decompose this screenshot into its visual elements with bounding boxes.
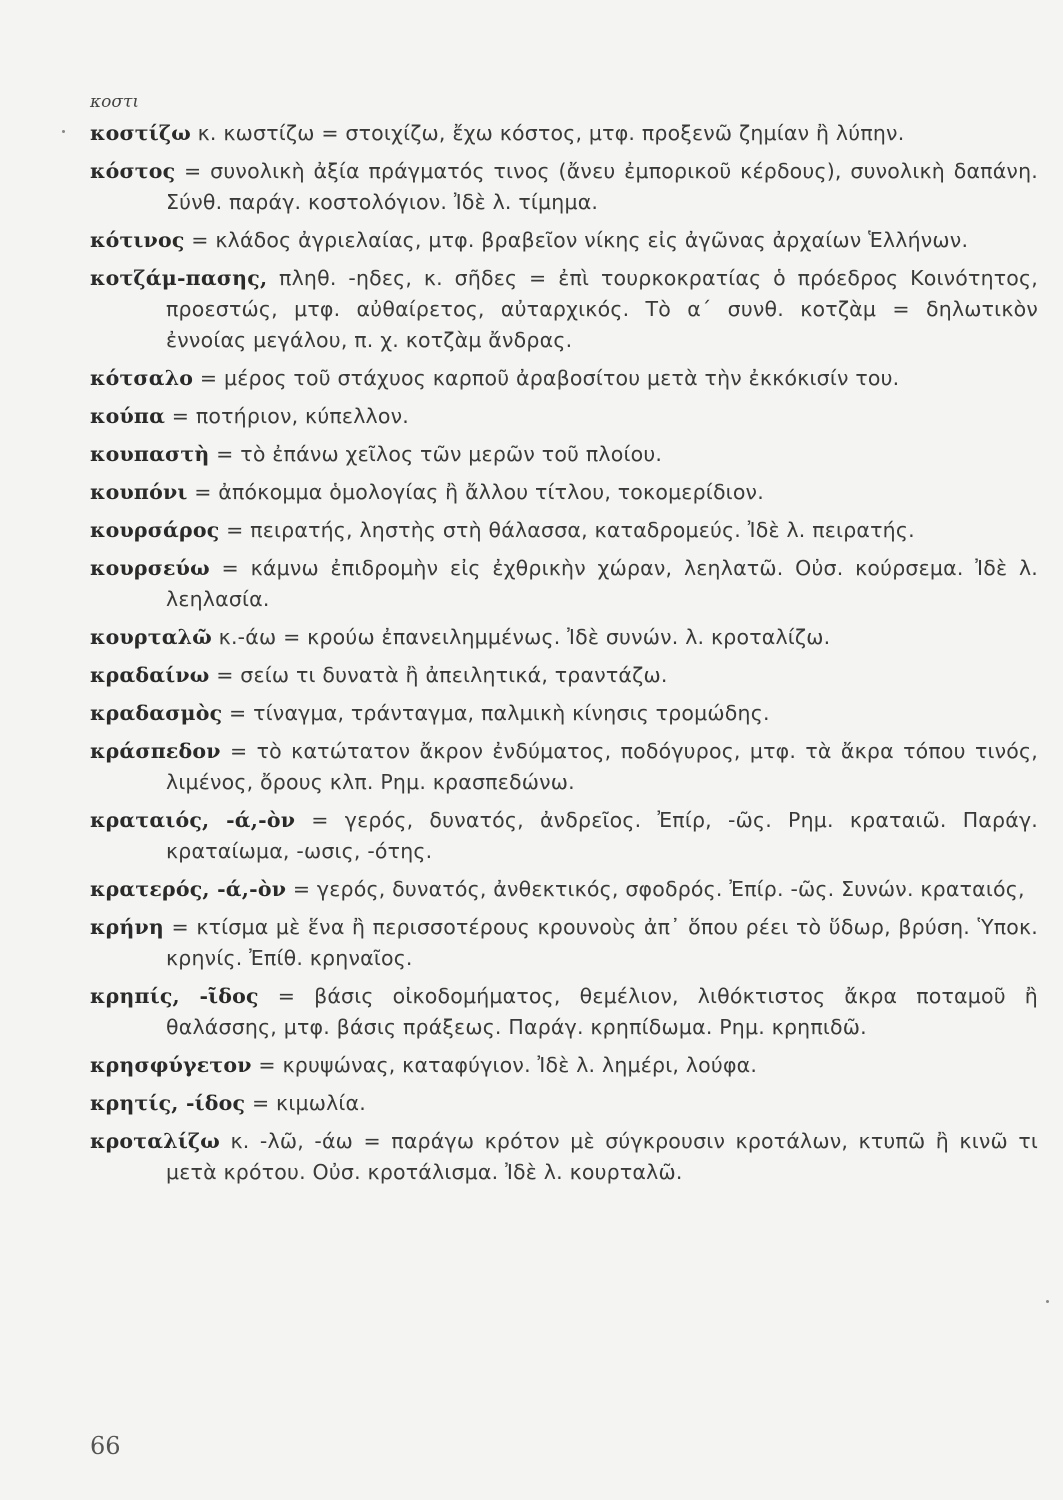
definition: = τίναγμα, τράνταγμα, παλμικὴ κίνησις τρομώδης. <box>222 701 770 725</box>
dictionary-entry <box>90 1050 1038 1081</box>
definition: = κάμνω ἐπιδρομὴν εἰς ἐχθρικὴν χώραν, λεηλατῶ. Οὐσ. κούρσεμα. Ἰδὲ λ. λεηλασία. <box>166 556 1038 611</box>
definition: κ.-άω = κρούω ἐπανειλημμένως. Ἰδὲ συνών. λ. κροταλίζω. <box>211 625 831 649</box>
dictionary-entry <box>90 263 1038 356</box>
definition: κ. κωστίζω = στοιχίζω, ἔχω κόστος, μτφ. προξενῶ ζημίαν ἢ λύπην. <box>190 121 905 145</box>
headword: κουπαστὴ <box>90 442 210 466</box>
definition: = τὸ ἐπάνω χεῖλος τῶν μερῶν τοῦ πλοίου. <box>209 442 663 466</box>
definition: = κιμωλία. <box>245 1091 366 1115</box>
dictionary-entry <box>90 660 1038 691</box>
headword: κράσπεδον <box>90 739 221 763</box>
page-number: 66 <box>90 1432 121 1460</box>
dictionary-entry <box>90 553 1038 615</box>
headword: κούπα <box>90 404 166 428</box>
definition: = ἀπόκομμα ὁμολογίας ἢ ἄλλου τίτλου, τοκομερίδιον. <box>187 480 764 504</box>
definition: = κλάδος ἀγριελαίας, μτφ. βραβεῖον νίκης εἰς ἀγῶνας ἀρχαίων Ἑλλήνων. <box>184 228 969 252</box>
headword: κόστος <box>90 159 176 183</box>
headword: κρησφύγετον <box>90 1053 252 1077</box>
definition: = σείω τι δυνατὰ ἢ ἀπειλητικά, τραντάζω. <box>209 663 668 687</box>
dictionary-entry <box>90 805 1038 867</box>
headword: κουρσάρος <box>90 518 220 542</box>
headword: κραδαίνω <box>90 663 210 687</box>
definition: = συνολικὴ ἀξία πράγματός τινος (ἄνευ ἐμπορικοῦ κέρδους), συνολικὴ δαπάνη. Σύνθ. παράγ. κοστολόγιον. Ἰδὲ λ. τίμημα. <box>166 159 1038 214</box>
dictionary-entry <box>90 981 1038 1043</box>
entry-list <box>90 118 1038 1195</box>
headword: κότσαλο <box>90 366 194 390</box>
headword: κουρταλῶ <box>90 625 212 649</box>
dictionary-entry <box>90 225 1038 256</box>
headword: κραταιός, -ά,-ὸν <box>90 808 296 832</box>
headword: κοστίζω <box>90 121 191 145</box>
dictionary-entry <box>90 1126 1038 1188</box>
dictionary-entry <box>90 439 1038 470</box>
definition: = τὸ κατώτατον ἄκρον ἐνδύματος, ποδόγυρος, μτφ. τὰ ἄκρα τόπου τινός, λιμένος, ὄρους κλπ. Ρημ. κρασπεδώνω. <box>166 739 1038 794</box>
dictionary-entry <box>90 736 1038 798</box>
dictionary-entry <box>90 118 1038 149</box>
dictionary-entry <box>90 698 1038 729</box>
headword: κρατερός, -ά,-ὸν <box>90 877 287 901</box>
dictionary-entry <box>90 515 1038 546</box>
definition: = μέρος τοῦ στάχυος καρποῦ ἀραβοσίτου μετὰ τὴν ἐκκόκισίν του. <box>193 366 900 390</box>
definition: = βάσις οἰκοδομήματος, θεμέλιον, λιθόκτιστος ἄκρα ποταμοῦ ἢ θαλάσσης, μτφ. βάσις πράξεως. Παράγ. κρηπίδωμα. Ρημ. κρηπιδῶ. <box>166 984 1038 1039</box>
headword: κραδασμὸς <box>90 701 223 725</box>
definition: = κτίσμα μὲ ἕνα ἢ περισσοτέρους κρουνοὺς ἀπ᾽ ὅπου ρέει τὸ ὕδωρ, βρύση. Ὑποκ. κρηνίς. Ἐπίθ. κρηναῖος. <box>164 915 1038 970</box>
print-speck <box>1046 1300 1049 1303</box>
headword: κοτζάμ-πασης, <box>90 266 268 290</box>
definition: = πειρατής, ληστὴς στὴ θάλασσα, καταδρομεύς. Ἰδὲ λ. πειρατής. <box>219 518 915 542</box>
headword: κουρσεύω <box>90 556 210 580</box>
dictionary-entry <box>90 401 1038 432</box>
headword: κότινος <box>90 228 185 252</box>
headword: κουπόνι <box>90 480 188 504</box>
headword: κρηπίς, -ῖδος <box>90 984 259 1008</box>
headword: κροταλίζω <box>90 1129 220 1153</box>
headword: κρητίς, -ίδος <box>90 1091 246 1115</box>
definition: = κρυψώνας, καταφύγιον. Ἰδὲ λ. λημέρι, λούφα. <box>251 1053 758 1077</box>
dictionary-entry <box>90 622 1038 653</box>
print-speck <box>62 130 65 133</box>
dictionary-entry <box>90 363 1038 394</box>
definition: κ. -λῶ, -άω = παράγω κρότον μὲ σύγκρουσιν κροτάλων, κτυπῶ ἢ κινῶ τι μετὰ κρότου. Οὐσ. κροτάλισμα. Ἰδὲ λ. κουρταλῶ. <box>166 1129 1038 1184</box>
dictionary-entry <box>90 156 1038 218</box>
dictionary-entry <box>90 912 1038 974</box>
definition: = γερός, δυνατός, ἀνθεκτικός, σφοδρός. Ἐπίρ. -ῶς. Συνών. κραταιός, <box>286 877 1025 901</box>
dictionary-entry <box>90 1088 1038 1119</box>
dictionary-entry <box>90 874 1038 905</box>
running-head: κοστι <box>90 92 140 112</box>
definition: = ποτήριον, κύπελλον. <box>165 404 409 428</box>
headword: κρήνη <box>90 915 165 939</box>
definition: πληθ. -ηδες, κ. σῆδες = ἐπὶ τουρκοκρατίας ὁ πρόεδρος Κοινότητος, προεστώς, μτφ. αὐθαίρετος, αὐταρχικός. Τὸ α΄ συνθ. κοτζὰμ = δηλωτικὸν ἐννοίας μεγάλου, π. χ. κοτζὰμ ἄνδρας. <box>166 266 1038 352</box>
dictionary-entry <box>90 477 1038 508</box>
definition: = γερός, δυνατός, ἀνδρεῖος. Ἐπίρ, -ῶς. Ρημ. κραταιῶ. Παράγ. κραταίωμα, -ωσις, -ότης. <box>166 808 1038 863</box>
